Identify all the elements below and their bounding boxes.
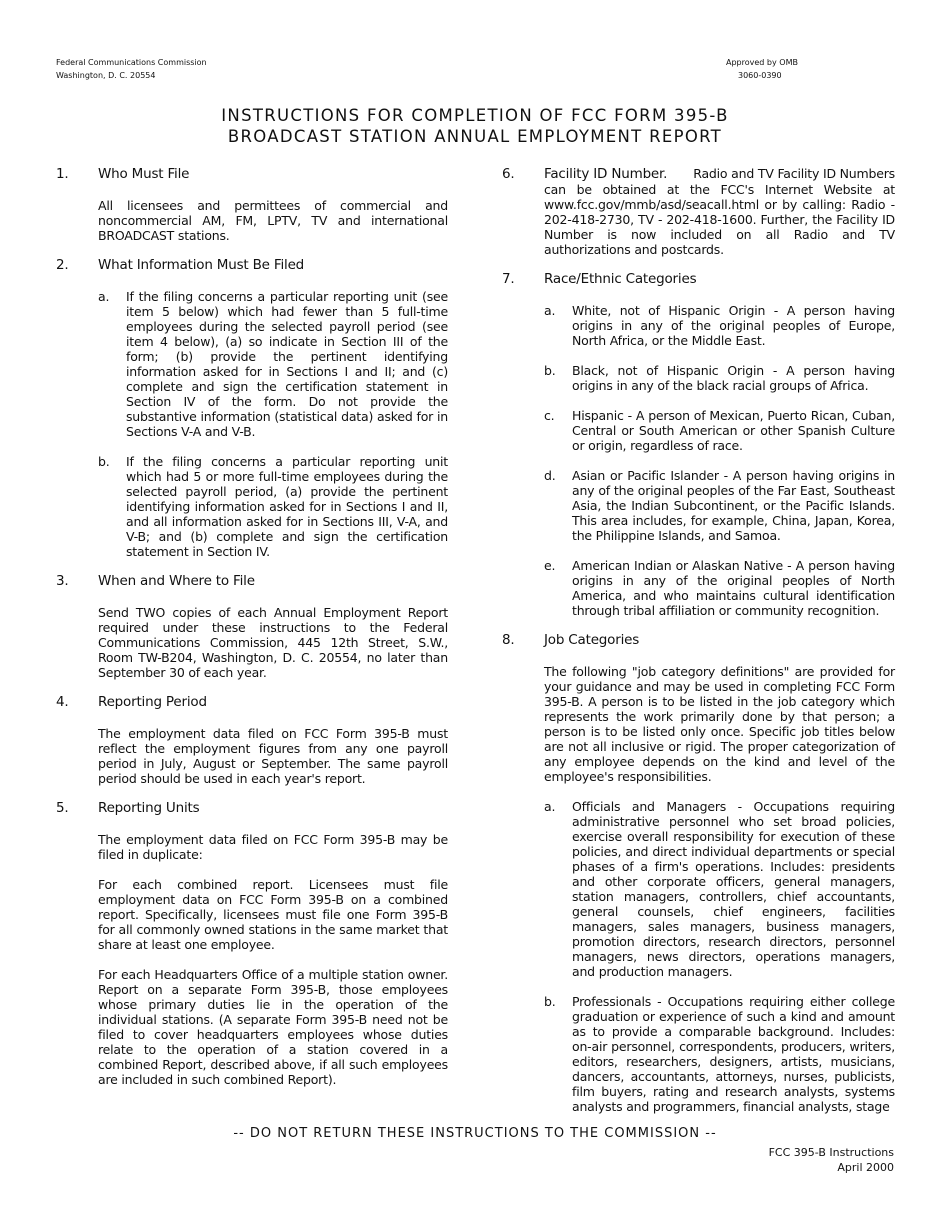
section-body — [544, 166, 895, 257]
section-reporting-units — [56, 800, 448, 1087]
list-item — [544, 799, 895, 979]
section-who-must-file — [56, 166, 448, 243]
section-number: 2. — [56, 257, 69, 273]
agency-name: Federal Communications Commission — [56, 58, 207, 67]
left-column — [56, 166, 448, 1101]
section-heading: Reporting Period — [98, 694, 207, 710]
section-when-where — [56, 573, 448, 680]
section-heading: Job Categories — [544, 632, 640, 648]
item-letter: d. — [544, 468, 556, 483]
omb-number: 3060-0390 — [738, 71, 782, 80]
section-body — [98, 605, 448, 680]
section-body — [544, 664, 895, 1114]
section-job-categories — [502, 632, 895, 1114]
agency-address: Washington, D. C. 20554 — [56, 71, 156, 80]
section-number: 1. — [56, 166, 69, 182]
list-item — [98, 454, 448, 559]
section-reporting-period — [56, 694, 448, 786]
list-item — [544, 303, 895, 348]
list-item — [544, 994, 895, 1114]
omb-header — [726, 56, 798, 82]
section-body — [98, 832, 448, 1087]
list-item — [98, 289, 448, 439]
paragraph: All licensees and permittees of commercial and noncommercial AM, FM, LPTV, TV and international BROADCAST stations. — [98, 198, 448, 243]
section-race-ethnic — [502, 271, 895, 618]
section-body — [544, 303, 895, 618]
section-body — [98, 726, 448, 786]
paragraph: The following "job category definitions" are provided for your guidance and may be used in completing FCC Form 395-B. A person is to be listed in the job category which represents the work primarily done by that person; a person is to be listed only once. Specific job titles below are not all inclusive or rigid. The proper categorization of any employee depends on the kind and level of the employee's responsibilities. — [544, 664, 895, 784]
section-number: 3. — [56, 573, 69, 589]
section-facility-id — [502, 166, 895, 257]
section-heading: Facility ID Number. — [544, 166, 668, 182]
form-date: April 2000 — [837, 1161, 894, 1174]
item-letter: e. — [544, 558, 556, 573]
item-text: If the filing concerns a particular reporting unit which had 5 or more full-time employees during the selected payroll period, (a) provide the pertinent identifying information asked for in Sections I and II, and all information asked for in Sections III, V-A, and V-B; and (b) complete and sign the certification statement in Section IV. — [126, 454, 448, 559]
form-name: FCC 395-B Instructions — [768, 1146, 894, 1159]
list-item — [544, 558, 895, 618]
section-heading: Who Must File — [98, 166, 190, 182]
paragraph: The employment data filed on FCC Form 395-B must reflect the employment figures from any one payroll period in July, August or September. The same payroll period should be used in each year's report. — [98, 726, 448, 786]
agency-header — [56, 56, 207, 82]
item-text: Black, not of Hispanic Origin - A person having origins in any of the black racial groups of Africa. — [572, 363, 895, 393]
item-letter: b. — [544, 994, 556, 1009]
section-body — [98, 198, 448, 243]
item-text: If the filing concerns a particular reporting unit (see item 5 below) which had fewer than 5 full-time employees during the selected payroll period (see item 4 below), (a) so indicate in Section III of the form; (b) provide the pertinent identifying information asked for in Sections I and II; and (c) complete and sign the certification statement in Section IV of the form. Do not provide the substantive information (statistical data) asked for in Sections V-A and V-B. — [126, 289, 448, 439]
section-heading: Race/Ethnic Categories — [544, 271, 697, 287]
item-letter: a. — [544, 303, 556, 318]
paragraph: For each Headquarters Office of a multiple station owner. Report on a separate Form 395-B, those employees whose primary duties lie in the operation of the individual stations. (A separate Form 395-B need not be filed to cover headquarters employees whose duties relate to the operation of a station covered in a combined Report, described above, if all such employees are included in such combined Report). — [98, 967, 448, 1087]
section-heading: Reporting Units — [98, 800, 200, 816]
section-number: 6. — [502, 166, 515, 182]
item-letter: b. — [544, 363, 556, 378]
paragraph: Send TWO copies of each Annual Employment Report required under these instructions to the Federal Communications Commission, 445 12th Street, S.W., Room TW-B204, Washington, D. C. 20554, no later than September 30 of each year. — [98, 605, 448, 680]
footer-notice: -- DO NOT RETURN THESE INSTRUCTIONS TO THE COMMISSION -- — [233, 1126, 717, 1141]
section-number: 5. — [56, 800, 69, 816]
paragraph: Radio and TV Facility ID Numbers can be obtained at the FCC's Internet Website at www.fcc.gov/mmb/asd/seacall.html or by calling: Radio - 202-418-2730, TV - 202-418-1600. Further, the Facility ID Number is now included on all Radio and TV authorizations and postcards. — [544, 166, 895, 257]
right-column — [502, 166, 895, 1128]
section-number: 7. — [502, 271, 515, 287]
title-line-2: BROADCAST STATION ANNUAL EMPLOYMENT REPORT — [227, 127, 723, 146]
item-letter: c. — [544, 408, 555, 423]
form-footnote — [769, 1145, 894, 1175]
section-number: 8. — [502, 632, 515, 648]
item-text: White, not of Hispanic Origin - A person having origins in any of the original peoples of Europe, North Africa, or the Middle East. — [572, 303, 895, 348]
paragraph: For each combined report. Licensees must file employment data on FCC Form 395-B on a combined report. Specifically, licensees must file one Form 395-B for all commonly owned stations in the same market that share at least one employee. — [98, 877, 448, 952]
list-item — [544, 363, 895, 393]
paragraph: The employment data filed on FCC Form 395-B may be filed in duplicate: — [98, 832, 448, 862]
item-letter: b. — [98, 454, 110, 469]
section-heading: What Information Must Be Filed — [98, 257, 305, 273]
list-item — [544, 408, 895, 453]
item-text: Professionals - Occupations requiring either college graduation or experience of such a kind and amount as to provide a comparable background. Includes: on-air personnel, correspondents, producers, writers, editors, researchers, designers, artists, musicians, dancers, accountants, attorneys, nurses, publicists, film buyers, rating and research analysts, systems analysts and programmers, financial analysts, stage — [572, 994, 895, 1114]
item-text: American Indian or Alaskan Native - A person having origins in any of the original peoples of North America, and who maintains cultural identification through tribal affiliation or community recognition. — [572, 558, 895, 618]
section-what-information — [56, 257, 448, 559]
item-text: Asian or Pacific Islander - A person having origins in any of the original peoples of the Far East, Southeast Asia, the Indian Subcontinent, or the Pacific Islands. This area includes, for example, China, Japan, Korea, the Philippine Islands, and Samoa. — [572, 468, 895, 543]
item-text: Hispanic - A person of Mexican, Puerto Rican, Cuban, Central or South American or other Spanish Culture or origin, regardless of race. — [572, 408, 895, 453]
item-letter: a. — [544, 799, 556, 814]
section-heading: When and Where to File — [98, 573, 255, 589]
title-line-1: INSTRUCTIONS FOR COMPLETION OF FCC FORM 395-B — [221, 106, 729, 125]
section-number: 4. — [56, 694, 69, 710]
item-letter: a. — [98, 289, 110, 304]
item-text: Officials and Managers - Occupations requiring administrative personnel who set broad policies, exercise overall responsibility for execution of these policies, and direct individual departments or special phases of a firm's operations. Includes: presidents and other corporate officers, general managers, station managers, controllers, chief accountants, general counsels, chief engineers, facilities managers, sales managers, business managers, promotion directors, research directors, personnel managers, news directors, operations managers, and production managers. — [572, 799, 895, 979]
omb-approval: Approved by OMB — [726, 58, 798, 67]
page-title — [0, 105, 950, 147]
list-item — [544, 468, 895, 543]
section-body — [98, 289, 448, 559]
